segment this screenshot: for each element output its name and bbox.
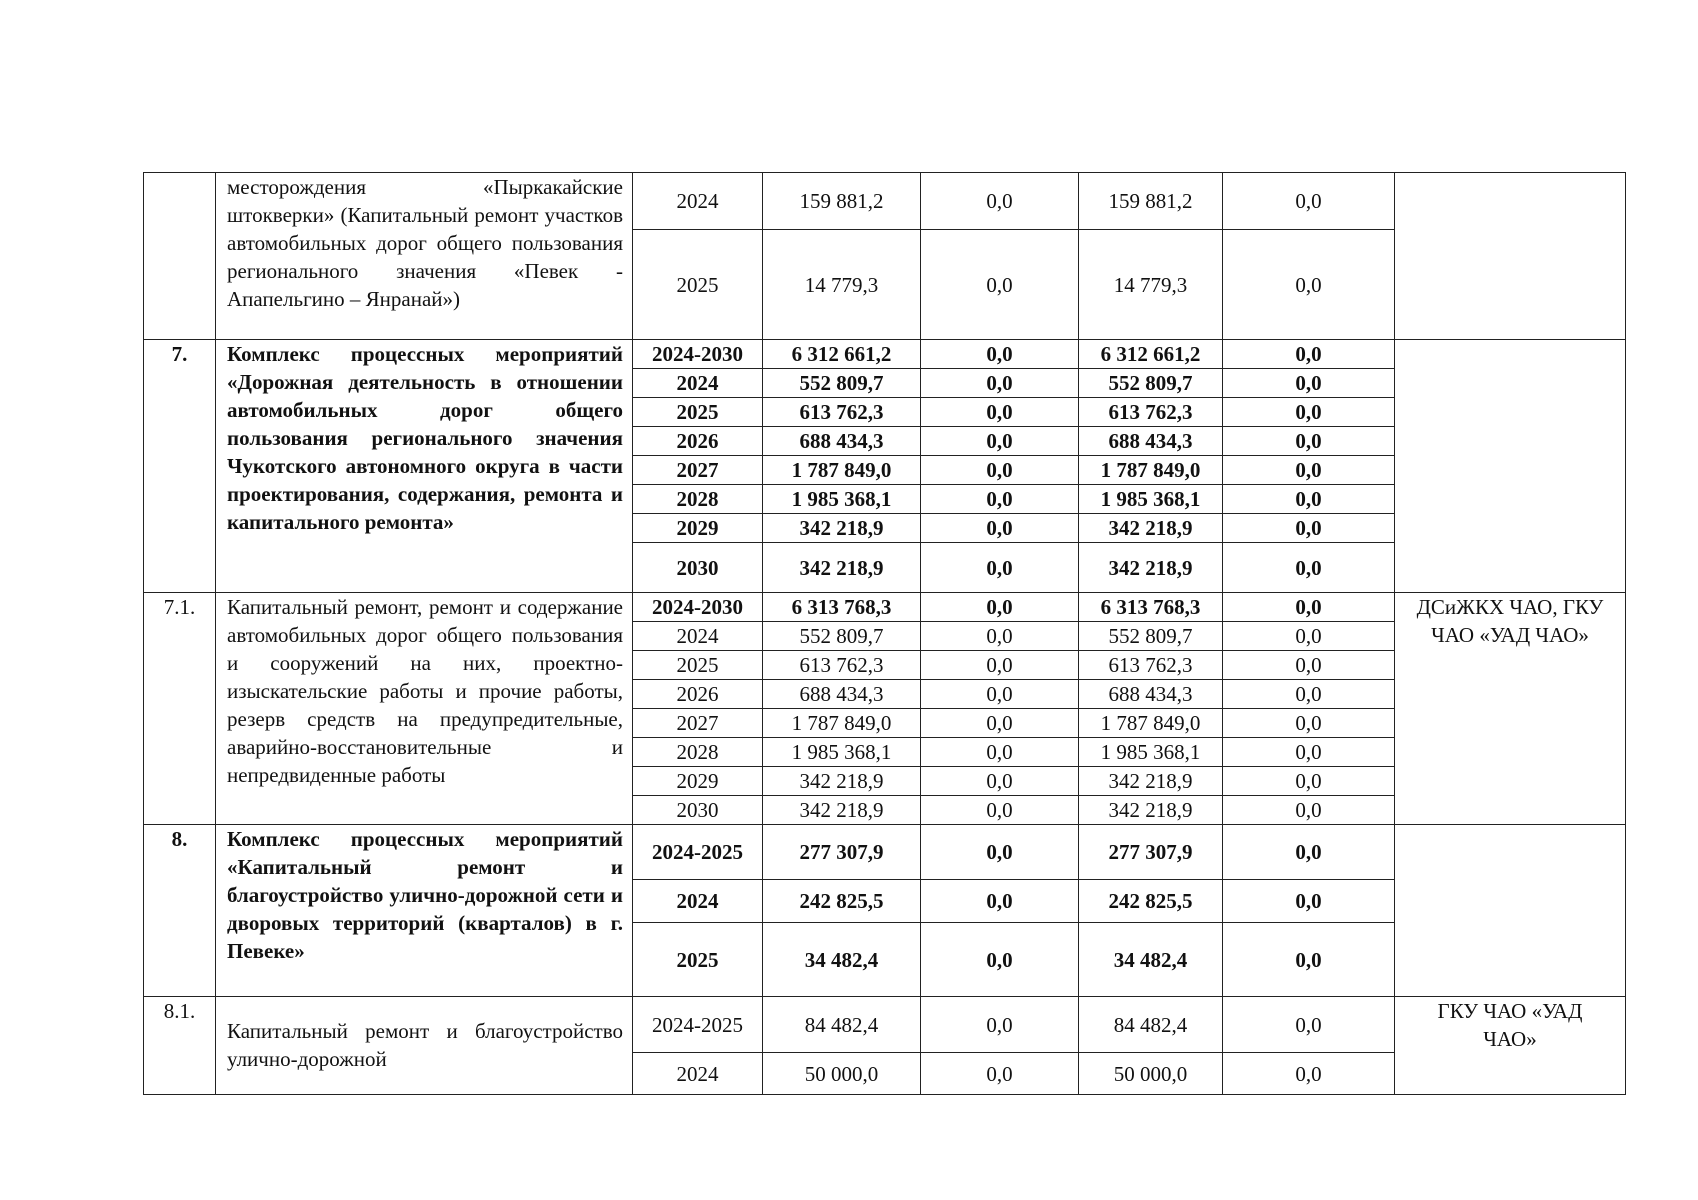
cell-fed: 0,0 (921, 230, 1079, 340)
cell-total: 688 434,3 (763, 680, 921, 709)
cell-fed: 0,0 (921, 796, 1079, 825)
cell-fed: 0,0 (921, 997, 1079, 1053)
cell-reg: 688 434,3 (1079, 680, 1223, 709)
row-number: 7. (144, 340, 216, 593)
cell-total: 84 482,4 (763, 997, 921, 1053)
cell-fed: 0,0 (921, 398, 1079, 427)
cell-reg: 552 809,7 (1079, 369, 1223, 398)
cell-other: 0,0 (1223, 767, 1395, 796)
cell-total: 277 307,9 (763, 825, 921, 880)
cell-fed: 0,0 (921, 593, 1079, 622)
table-row (144, 593, 1626, 622)
cell-reg: 6 312 661,2 (1079, 340, 1223, 369)
cell-other: 0,0 (1223, 738, 1395, 767)
cell-fed: 0,0 (921, 543, 1079, 593)
cell-reg: 1 787 849,0 (1079, 709, 1223, 738)
cell-total: 342 218,9 (763, 767, 921, 796)
cell-fed: 0,0 (921, 456, 1079, 485)
cell-other: 0,0 (1223, 880, 1395, 923)
cell-fed: 0,0 (921, 709, 1079, 738)
cell-year: 2024 (633, 173, 763, 230)
cell-other: 0,0 (1223, 514, 1395, 543)
table-row (144, 340, 1626, 369)
cell-total: 6 312 661,2 (763, 340, 921, 369)
cell-year: 2024 (633, 369, 763, 398)
cell-year: 2025 (633, 923, 763, 997)
cell-total: 613 762,3 (763, 398, 921, 427)
cell-reg: 342 218,9 (1079, 767, 1223, 796)
cell-other: 0,0 (1223, 709, 1395, 738)
cell-year: 2025 (633, 398, 763, 427)
cell-other: 0,0 (1223, 398, 1395, 427)
cell-other: 0,0 (1223, 796, 1395, 825)
cell-total: 6 313 768,3 (763, 593, 921, 622)
responsible-executor (1395, 173, 1626, 340)
cell-year: 2025 (633, 651, 763, 680)
cell-year: 2024-2025 (633, 825, 763, 880)
measure-description: месторождения «Пыркакайские штокверки» (Капитальный ремонт участков автомобильных дорог общего пользования регионального значения «Певек - Апапельгино – Янранай») (216, 173, 633, 340)
cell-total: 1 985 368,1 (763, 485, 921, 514)
cell-year: 2030 (633, 796, 763, 825)
cell-fed: 0,0 (921, 738, 1079, 767)
cell-other: 0,0 (1223, 230, 1395, 340)
cell-total: 342 218,9 (763, 796, 921, 825)
cell-total: 1 787 849,0 (763, 456, 921, 485)
cell-other: 0,0 (1223, 923, 1395, 997)
cell-reg: 34 482,4 (1079, 923, 1223, 997)
cell-fed: 0,0 (921, 680, 1079, 709)
cell-fed: 0,0 (921, 514, 1079, 543)
row-number (144, 173, 216, 340)
cell-total: 342 218,9 (763, 543, 921, 593)
cell-year: 2030 (633, 543, 763, 593)
cell-reg: 6 313 768,3 (1079, 593, 1223, 622)
cell-total: 1 787 849,0 (763, 709, 921, 738)
cell-fed: 0,0 (921, 825, 1079, 880)
cell-fed: 0,0 (921, 880, 1079, 923)
cell-year: 2027 (633, 709, 763, 738)
cell-fed: 0,0 (921, 173, 1079, 230)
cell-reg: 688 434,3 (1079, 427, 1223, 456)
table-row (144, 173, 1626, 230)
cell-total: 613 762,3 (763, 651, 921, 680)
cell-fed: 0,0 (921, 427, 1079, 456)
row-number: 8.1. (144, 997, 216, 1095)
cell-reg: 1 985 368,1 (1079, 738, 1223, 767)
cell-reg: 613 762,3 (1079, 398, 1223, 427)
cell-other: 0,0 (1223, 680, 1395, 709)
cell-total: 342 218,9 (763, 514, 921, 543)
cell-total: 50 000,0 (763, 1053, 921, 1095)
table-row (144, 997, 1626, 1053)
cell-fed: 0,0 (921, 923, 1079, 997)
cell-year: 2024-2025 (633, 997, 763, 1053)
cell-total: 14 779,3 (763, 230, 921, 340)
row-number: 8. (144, 825, 216, 997)
cell-total: 688 434,3 (763, 427, 921, 456)
cell-year: 2024-2030 (633, 340, 763, 369)
cell-year: 2029 (633, 514, 763, 543)
cell-year: 2028 (633, 485, 763, 514)
cell-total: 552 809,7 (763, 622, 921, 651)
cell-reg: 84 482,4 (1079, 997, 1223, 1053)
cell-reg: 242 825,5 (1079, 880, 1223, 923)
cell-reg: 613 762,3 (1079, 651, 1223, 680)
budget-table (143, 172, 1626, 1095)
cell-other: 0,0 (1223, 997, 1395, 1053)
cell-reg: 1 787 849,0 (1079, 456, 1223, 485)
responsible-executor (1395, 825, 1626, 997)
cell-total: 159 881,2 (763, 173, 921, 230)
measure-description: Капитальный ремонт, ремонт и содержание автомобильных дорог общего пользования и сооружений на них, проектно-изыскательские работы и прочие работы, резерв средств на предупредительные, аварийно-восстановительные и непредвиденные работы (216, 593, 633, 825)
cell-reg: 159 881,2 (1079, 173, 1223, 230)
cell-reg: 342 218,9 (1079, 514, 1223, 543)
cell-year: 2024 (633, 880, 763, 923)
cell-other: 0,0 (1223, 427, 1395, 456)
cell-fed: 0,0 (921, 767, 1079, 796)
cell-year: 2024 (633, 622, 763, 651)
cell-reg: 50 000,0 (1079, 1053, 1223, 1095)
cell-other: 0,0 (1223, 622, 1395, 651)
cell-other: 0,0 (1223, 369, 1395, 398)
cell-total: 552 809,7 (763, 369, 921, 398)
cell-other: 0,0 (1223, 456, 1395, 485)
measure-description: Комплекс процессных мероприятий «Дорожная деятельность в отношении автомобильных дорог общего пользования регионального значения Чукотского автономного округа в части проектирования, содержания, ремонта и капитального ремонта» (216, 340, 633, 593)
cell-year: 2026 (633, 680, 763, 709)
cell-reg: 342 218,9 (1079, 796, 1223, 825)
cell-reg: 342 218,9 (1079, 543, 1223, 593)
cell-fed: 0,0 (921, 1053, 1079, 1095)
cell-other: 0,0 (1223, 651, 1395, 680)
cell-year: 2026 (633, 427, 763, 456)
cell-fed: 0,0 (921, 485, 1079, 514)
row-number: 7.1. (144, 593, 216, 825)
cell-other: 0,0 (1223, 543, 1395, 593)
cell-other: 0,0 (1223, 1053, 1395, 1095)
cell-reg: 277 307,9 (1079, 825, 1223, 880)
cell-year: 2028 (633, 738, 763, 767)
cell-other: 0,0 (1223, 593, 1395, 622)
table-body (144, 173, 1626, 1095)
cell-fed: 0,0 (921, 651, 1079, 680)
cell-fed: 0,0 (921, 340, 1079, 369)
cell-reg: 552 809,7 (1079, 622, 1223, 651)
cell-total: 34 482,4 (763, 923, 921, 997)
cell-other: 0,0 (1223, 173, 1395, 230)
responsible-executor (1395, 340, 1626, 593)
table-row (144, 825, 1626, 880)
cell-year: 2025 (633, 230, 763, 340)
cell-reg: 14 779,3 (1079, 230, 1223, 340)
cell-fed: 0,0 (921, 369, 1079, 398)
measure-description: Комплекс процессных мероприятий «Капитальный ремонт и благоустройство улично-дорожной сети и дворовых территорий (кварталов) в г. Певеке» (216, 825, 633, 997)
cell-fed: 0,0 (921, 622, 1079, 651)
cell-year: 2029 (633, 767, 763, 796)
cell-other: 0,0 (1223, 825, 1395, 880)
cell-other: 0,0 (1223, 340, 1395, 369)
cell-other: 0,0 (1223, 485, 1395, 514)
measure-description: Капитальный ремонт и благоустройство улично-дорожной (216, 997, 633, 1095)
cell-year: 2024 (633, 1053, 763, 1095)
cell-total: 1 985 368,1 (763, 738, 921, 767)
cell-reg: 1 985 368,1 (1079, 485, 1223, 514)
cell-total: 242 825,5 (763, 880, 921, 923)
responsible-executor: ДСиЖКХ ЧАО, ГКУ ЧАО «УАД ЧАО» (1395, 593, 1626, 825)
cell-year: 2027 (633, 456, 763, 485)
responsible-executor: ГКУ ЧАО «УАД ЧАО» (1395, 997, 1626, 1095)
cell-year: 2024-2030 (633, 593, 763, 622)
